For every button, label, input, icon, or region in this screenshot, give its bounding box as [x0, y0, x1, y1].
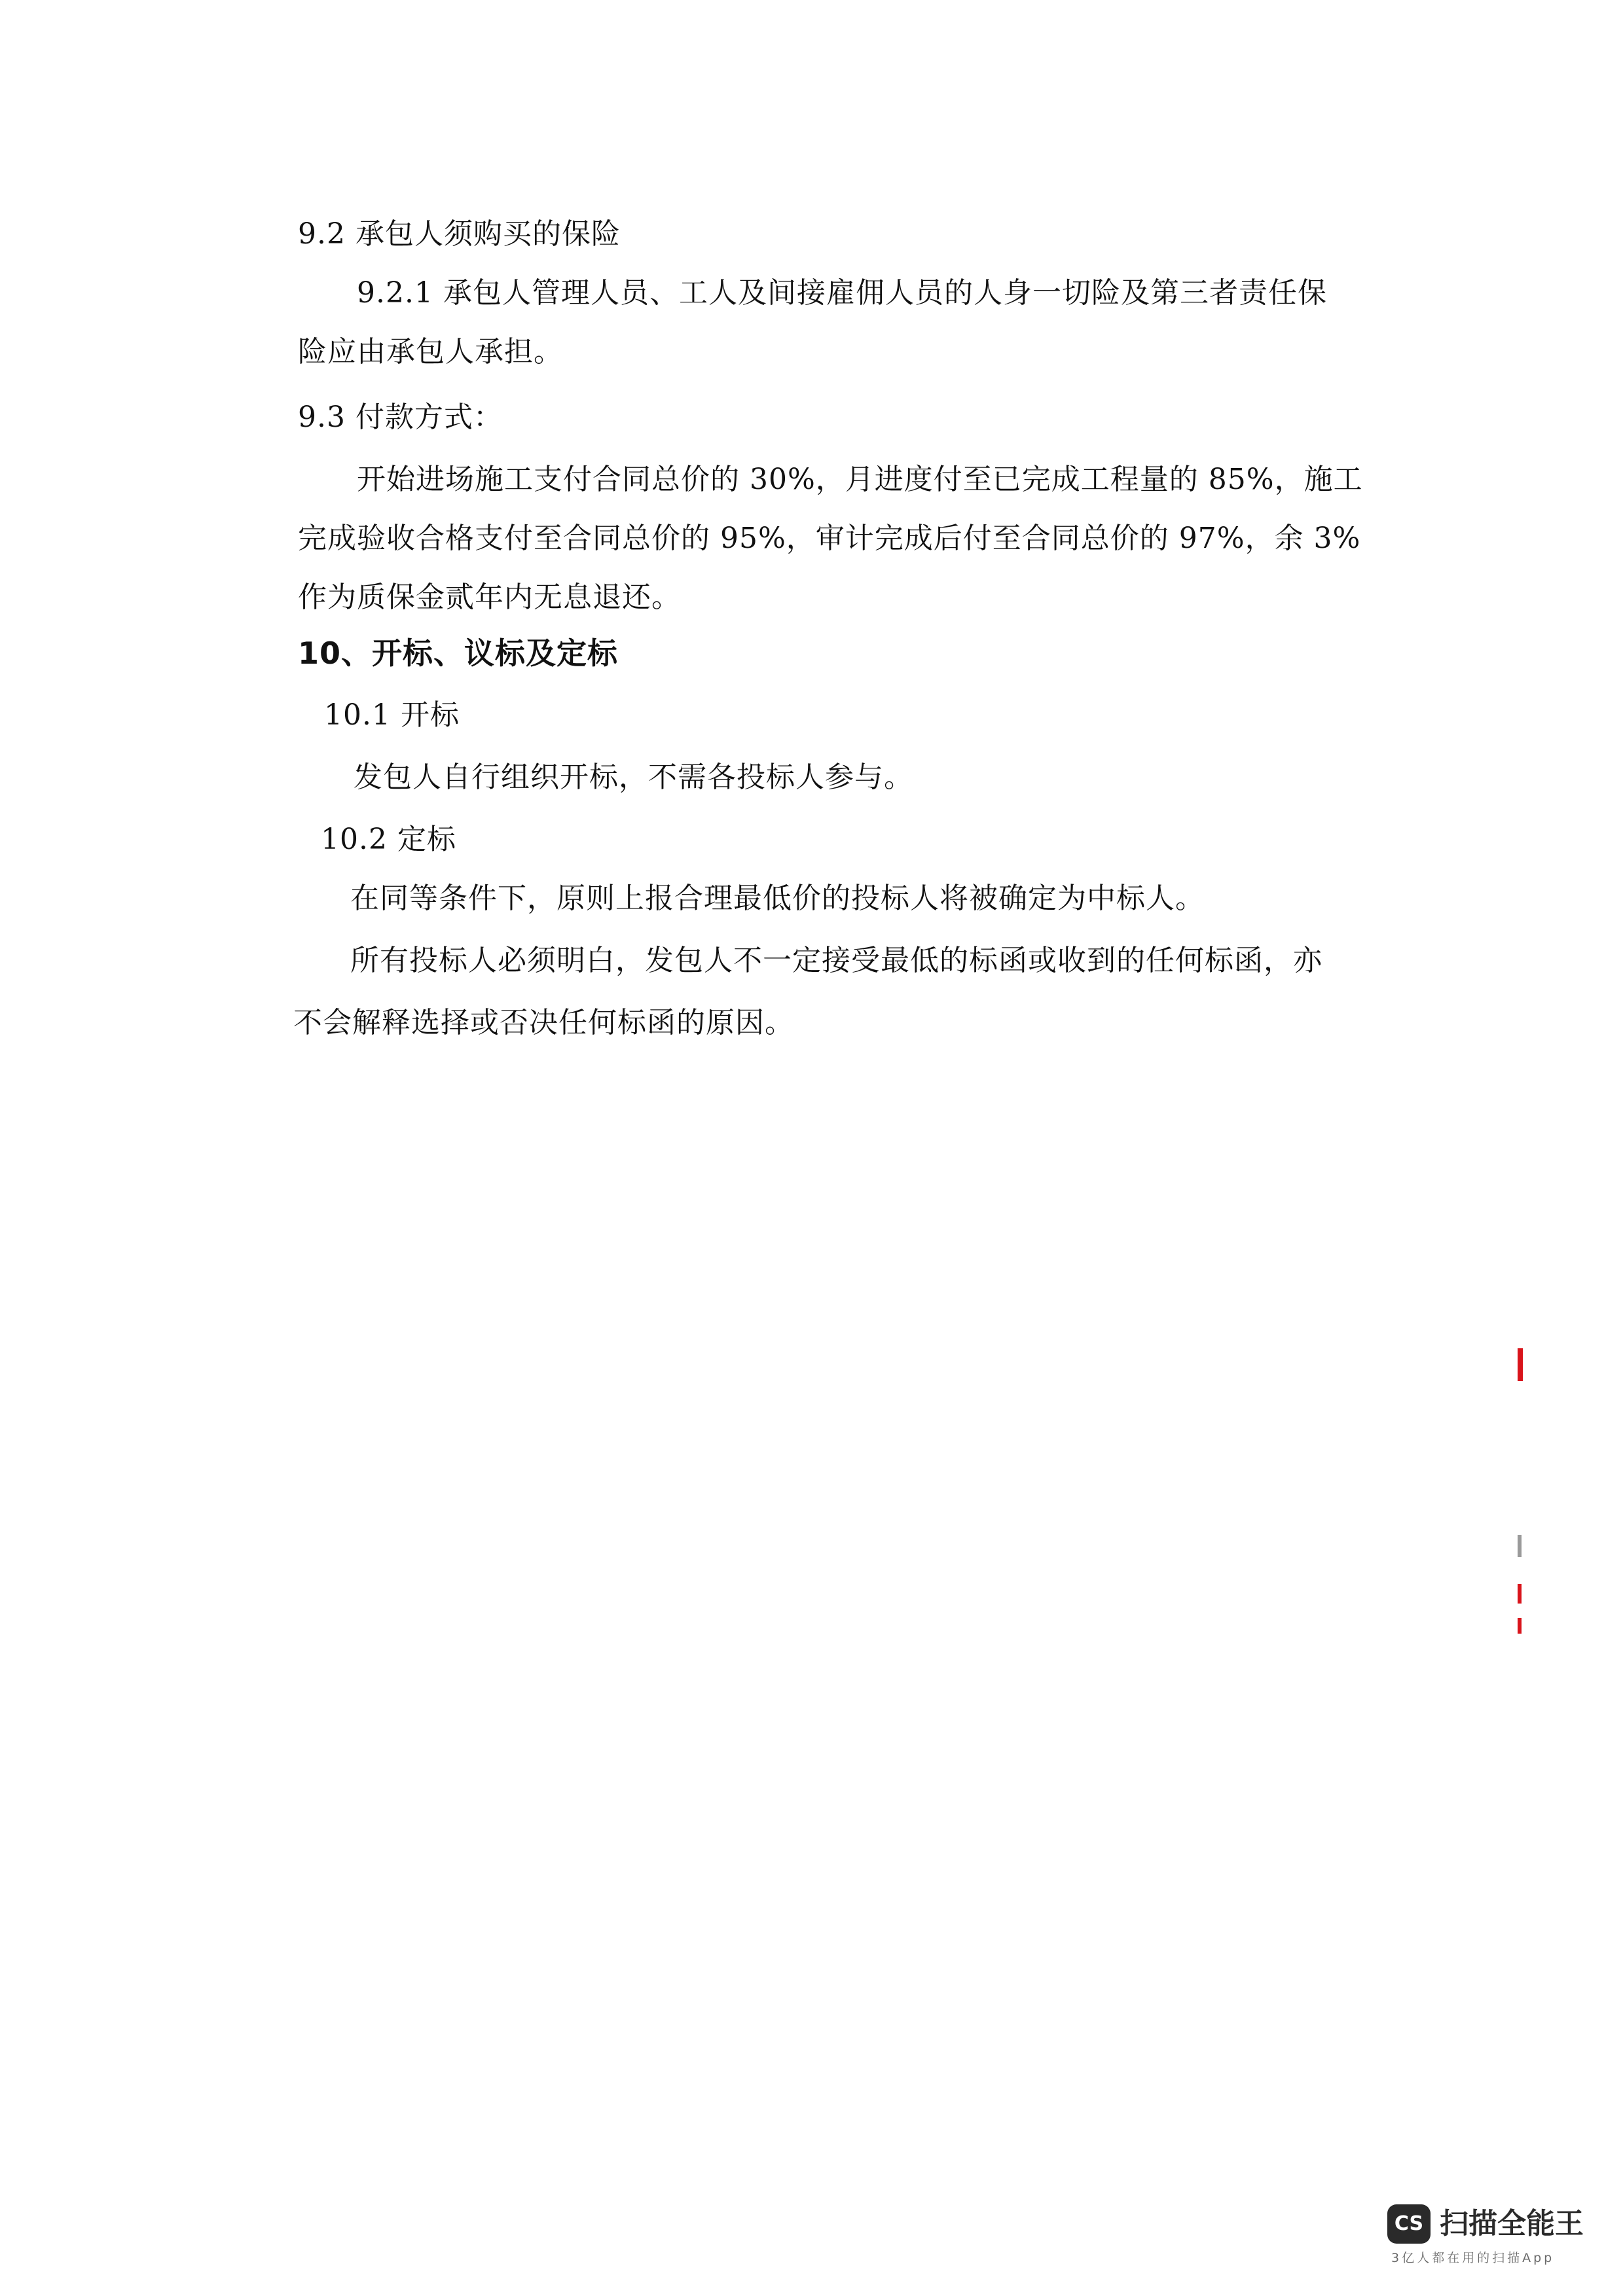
section-9-2-title: 9.2 承包人须购买的保险 [298, 217, 621, 251]
scanner-watermark [1387, 2198, 1597, 2270]
section-9-3-line-1: 开始进场施工支付合同总价的 30%，月进度付至已完成工程量的 85%，施工 [357, 463, 1363, 496]
cropped-stamp-fragment-3 [1518, 1584, 1522, 1604]
section-10-2-body-2-line-2: 不会解释选择或否决任何标函的原因。 [293, 1006, 794, 1039]
section-10-2-title: 10.2 定标 [321, 823, 456, 856]
section-10-1-title: 10.1 开标 [324, 698, 460, 732]
watermark-tagline: 3亿人都在用的扫描App [1391, 2251, 1555, 2265]
section-9-3-line-3: 作为质保金贰年内无息退还。 [298, 581, 681, 614]
section-9-3-line-2: 完成验收合格支付至合同总价的 95%，审计完成后付至合同总价的 97%，余 3% [298, 522, 1361, 555]
watermark-app-name: 扫描全能王 [1440, 2207, 1584, 2240]
section-9-2-1-line-2: 险应由承包人承担。 [298, 335, 563, 368]
section-9-3-title: 9.3 付款方式： [298, 401, 503, 434]
cropped-stamp-fragment-1 [1518, 1348, 1523, 1381]
cropped-stamp-fragment-4 [1518, 1618, 1522, 1634]
camscanner-logo-icon: CS [1387, 2204, 1431, 2244]
section-9-2-1-line-1: 9.2.1 承包人管理人员、工人及间接雇佣人员的人身一切险及第三者责任保 [357, 276, 1327, 310]
section-10-1-body: 发包人自行组织开标，不需各投标人参与。 [354, 761, 913, 794]
section-10-2-body-1: 在同等条件下，原则上报合理最低价的投标人将被确定为中标人。 [350, 882, 1205, 915]
cropped-stamp-fragment-2 [1518, 1535, 1522, 1557]
section-10-heading: 10、开标、议标及定标 [298, 636, 619, 671]
section-10-2-body-2-line-1: 所有投标人必须明白，发包人不一定接受最低的标函或收到的任何标函，亦 [350, 944, 1322, 977]
